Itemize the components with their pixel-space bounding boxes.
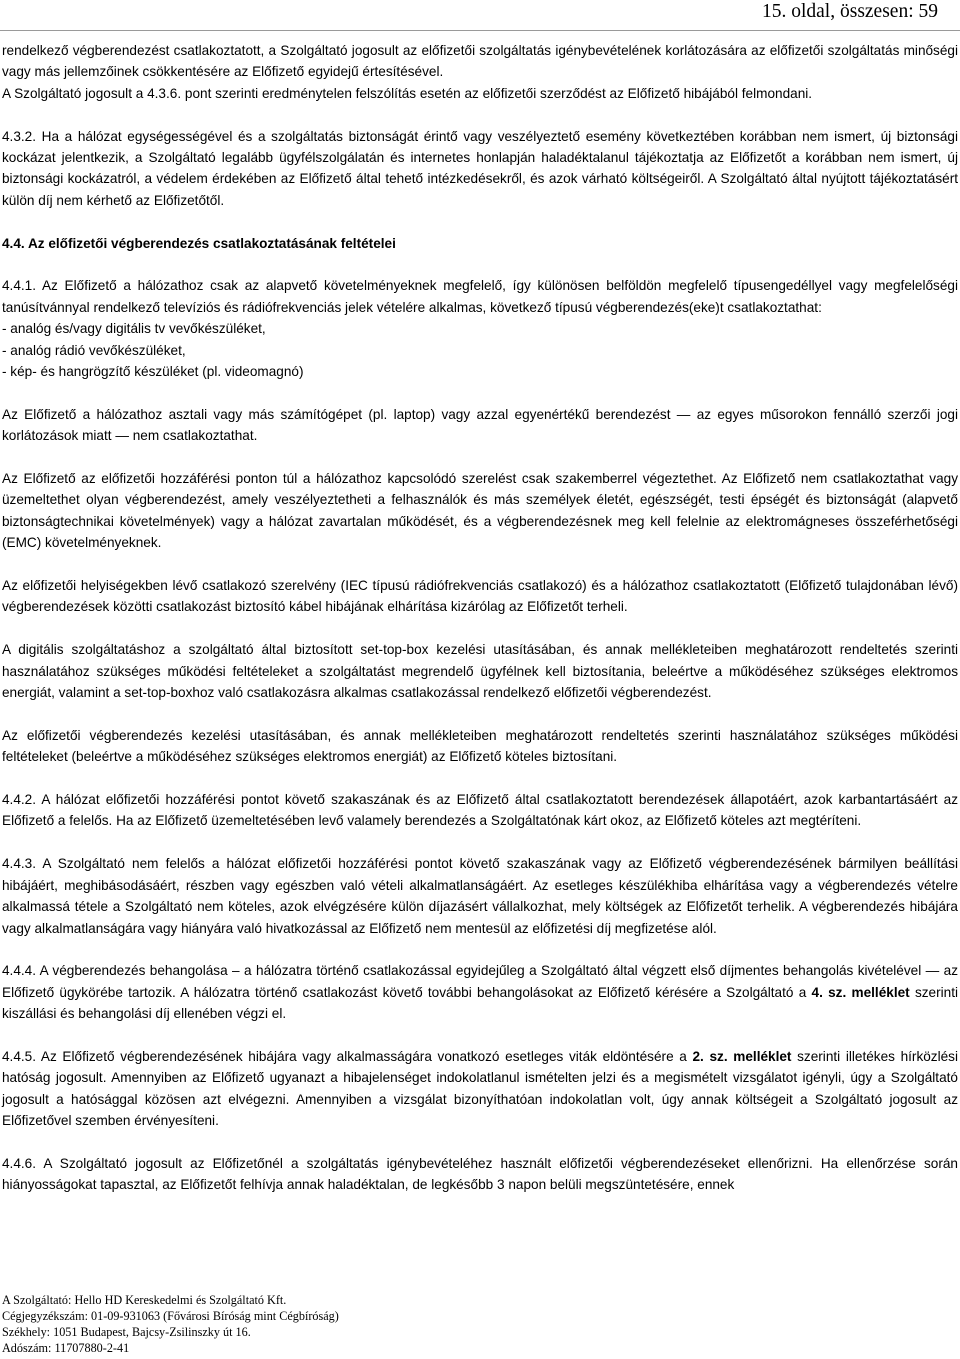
footer-address: Székhely: 1051 Budapest, Bajcsy-Zsilinszky út 16.: [2, 1325, 251, 1339]
text-run: 4.4.5. Az Előfizető végberendezésének hibájára vagy alkalmasságára vonatkozó esetleges viták eldöntésére a: [2, 1048, 693, 1064]
footer-tax-number: Adószám: 11707880-2-41: [2, 1341, 130, 1355]
paragraph-4-4-5: [2, 1046, 958, 1132]
paragraph-termination-right: A Szolgáltató jogosult a 4.3.6. pont szerinti eredménytelen felszólítás esetén az előfizetői szerződést az Előfizető hibájából felmondani.: [2, 85, 813, 101]
document-body: [2, 40, 958, 1196]
paragraph-4-4-3: 4.4.3. A Szolgáltató nem felelős a hálózat előfizetői hozzáférési pontot követő szakaszának vagy az Előfizető végberendezésének bármilyen beállítási hibájáért, meghibásodásáért, részben vagy egészben való vételi alkalmatlanságáért. Az esetleges készülékhiba elhárítása vagy a végberendezés vételre alkalmassá tétele a Szolgáltató nem köteles, azok elvégzésére külön díjazásért vállalkozhat, mely költségek az Előfizetőt terhelik. A végberendezés hibájára vagy alkalmatlanságára vagy hiányára való hivatkozással az Előfizető nem mentesül az előfizetési díj megfizetése alól.: [2, 856, 958, 936]
text-run: szerinti kiszállási és behangolási díj ellenében végzi el.: [2, 984, 958, 1022]
section-heading-4-4: 4.4. Az előfizetői végberendezés csatlakoztatásának feltételei: [2, 235, 396, 251]
page-footer: [2, 1292, 339, 1356]
text-run: szerinti illetékes hírközlési hatóság jogosult. Amennyiben az Előfizető ugyanazt a hibajelenséget indokolatlanul ismételten jelzi és a megismételt vizsgálatot igényli, úgy a Szolgáltató jogosult a hatósággal közösen azt elvégezni. Amennyiben a vizsgálat bizonyíthatóan indokolatlan volt, úgy annak költségeit a Szolgáltató jogosult az Előfizetővel szemben érvényesíteni.: [2, 1048, 959, 1129]
annex-reference: 4. sz. melléklet: [811, 984, 910, 1000]
paragraph-cable: Az előfizetői helyiségekben lévő csatlakozó szerelvény (IEC típusú rádiófrekvenciás csatlakozó) és a hálózathoz csatlakoztatott (Előfizető tulajdonában lévő) végberendezések közötti csatlakozást biztosító kábel hibájának elhárítása kizárólag az Előfizetőt terheli.: [2, 578, 958, 615]
list-item: - analóg és/vagy digitális tv vevőkészüléket,: [2, 321, 266, 337]
list-item: - analóg rádió vevőkészüléket,: [2, 342, 186, 358]
paragraph-4-3-2: 4.3.2. Ha a hálózat egységességével és a szolgáltatás biztonságát érintő vagy veszélyeztető esemény következtében korábban nem ismert, új biztonsági kockázat jelentkezik, a Szolgáltató legalább ügyfélszolgálatán és internetes honlapján haladéktalanul tájékoztatja az Előfizetőt a korábban nem ismert, új biztonsági kockázatról, a védelem érdekében az Előfizető által tehető intézkedésekről, és azok várható költségeiről. A Szolgáltató által nyújtott tájékoztatásért külön díj nem kérhető az Előfizetőtől.: [2, 128, 958, 208]
paragraph-4-4-6: 4.4.6. A Szolgáltató jogosult az Előfizetőnél a szolgáltatás igénybevételéhez használt előfizetői végberendezéseket ellenőrizni. Ha ellenőrzése során hiányosságokat tapasztal, az Előfizetőt felhívja annak haladéktalan, de legkésőbb 3 napon belüli megszüntetésére, ennek: [2, 1155, 958, 1193]
paragraph-installation: Az Előfizető az előfizetői hozzáférési ponton túl a hálózathoz kapcsolódó szerelést csak szakemberrel végeztethet. Az Előfizető nem csatlakoztathat vagy üzemeltethet olyan végberendezést, amely veszélyeztetheti a felhasználók és más személyek életét, egészségét, testi épségét és biztonságát (alapvető biztonságtechnikai követelmények) vagy a hálózat zavartalan működését, és a végberendezésnek meg kell felelnie az elektromágneses összeférhetőségi (EMC) követelményeknek.: [2, 471, 958, 551]
paragraph-set-top-box: A digitális szolgáltatáshoz a szolgáltató által biztosított set-top-box kezelési utasításában, és annak mellékleteiben meghatározott rendeltetés szerinti használatához szükséges működési feltételeket a szolgáltatást megrendelő ügyfélnek kell biztosítania, beleértve a működéséhez szükséges elektromos energiát, valamint a set-top-boxhoz való csatlakozásra alkalmas csatlakozással rendelkező előfizetői végberendezést.: [2, 642, 958, 701]
paragraph-continuation: rendelkező végberendezést csatlakoztatott, a Szolgáltató jogosult az előfizetői szolgáltatás igénybevételének korlátozására az előfizetői szolgáltatás minőségi vagy más jellemzőinek csökkentésére az Előfizető egyidejű értesítésével.: [2, 43, 958, 80]
header-divider: [0, 30, 960, 31]
footer-company: A Szolgáltató: Hello HD Kereskedelmi és Szolgáltató Kft.: [2, 1293, 287, 1307]
paragraph-4-4-2: 4.4.2. A hálózat előfizetői hozzáférési pontot követő szakaszának és az Előfizető által csatlakoztatott berendezések állapotáért, azok karbantartásáért az Előfizető a felelős. Ha az Előfizető üzemeltetésében levő valamely berendezés a Szolgáltatónak kárt okoz, az Előfizető köteles azt megtéríteni.: [2, 792, 958, 829]
paragraph-4-4-1: 4.4.1. Az Előfizető a hálózathoz csak az alapvető követelményeknek megfelelő, így különösen belföldön megfelelő típusengedéllyel vagy megfelelőségi tanúsítvánnyal rendelkező televíziós és rádiófrekvenciás jelek vételére alkalmas, következő típusú végberendezés(eke)t csatlakoztathat:: [2, 278, 958, 315]
text-run: 4.4.4. A végberendezés behangolása – a hálózatra történő csatlakozással egyidejűleg a Szolgáltató által végzett első díjmentes behangolás kivételével — az Előfizető ügykörébe tartozik. A hálózatra történő csatlakozást követő további behangolásokat az Előfizető kérésére a Szolgáltató a: [2, 963, 958, 1000]
footer-registration: Cégjegyzékszám: 01-09-931063 (Fővárosi Bíróság mint Cégbíróság): [2, 1309, 339, 1323]
list-item: - kép- és hangrögzítő készüléket (pl. videomagnó): [2, 364, 304, 380]
page-number-header: 15. oldal, összesen: 59: [761, 1, 938, 22]
paragraph-computer-restriction: Az Előfizető a hálózathoz asztali vagy más számítógépet (pl. laptop) vagy azzal egyenértékű berendezést — az egyes műsorokon fennálló szerzői jogi korlátozások miatt — nem csatlakoztathat.: [2, 406, 958, 444]
paragraph-manual: Az előfizetői végberendezés kezelési utasításában, és annak mellékleteiben meghatározott rendeltetés szerinti használatához szükséges működési feltételeket (beleértve a működéséhez szükséges elektromos energiát) az Előfizető köteles biztosítani.: [2, 727, 958, 765]
device-type-list: [2, 318, 958, 382]
paragraph-4-4-4: [2, 960, 958, 1024]
annex-reference: 2. sz. melléklet: [692, 1048, 792, 1064]
